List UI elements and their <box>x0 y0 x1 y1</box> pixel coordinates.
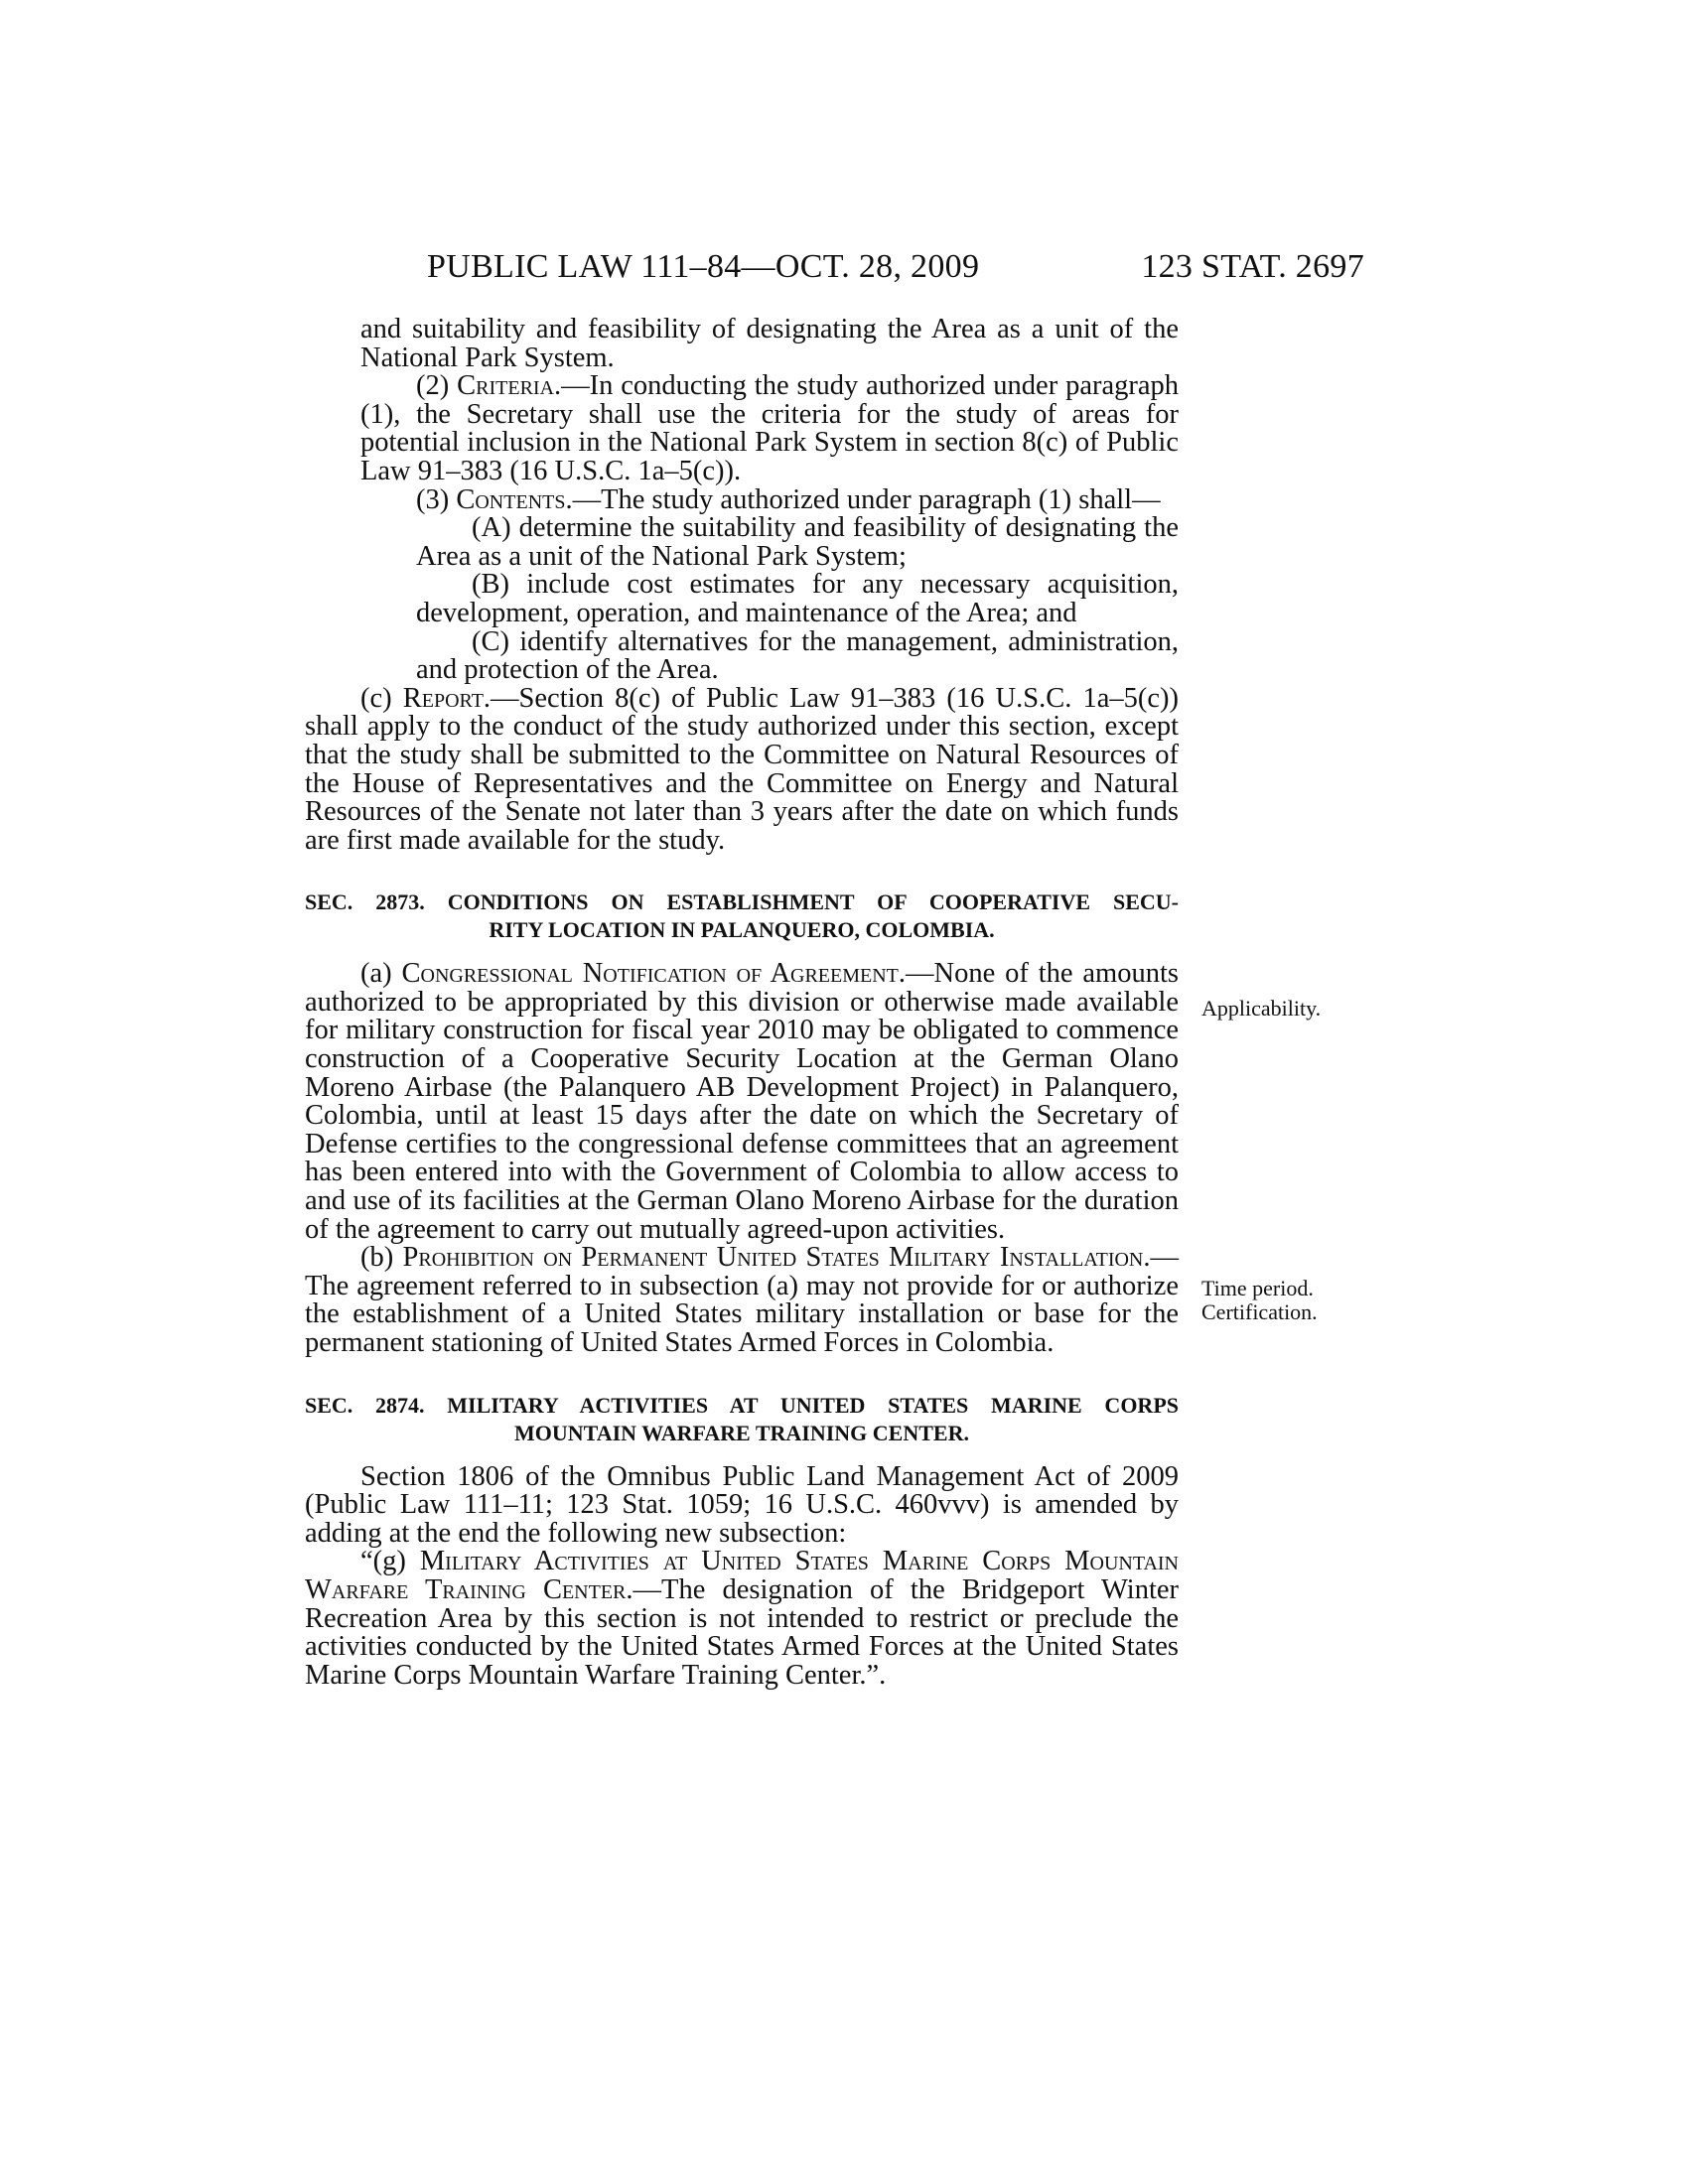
paragraph-contents: (3) Contents.—The study authorized under paragraph (1) shall— <box>416 483 1161 515</box>
sec2874-subsection-g: “(g) Military Activities at United States Marine Corps Mountain Warfare Training Center.—The designation of the Bridgeport Winter Recreation Area by this section is not intended to restrict or preclude the activities conducted by the United States Armed Forces at the United States Marine Corps Mountain Warfare Training Center.”. <box>305 1546 1179 1691</box>
subsection-c-report: (c) Report.—Section 8(c) of Public Law 91–383 (16 U.S.C. 1a–5(c)) shall apply to the conduct of the study authorized under this section, except that the study shall be submitted to the Committee on Natural Resources of the House of Representatives and the Committee on Energy and Natural Resources of the Senate not later than 3 years after the date on which funds are first made available for the study. <box>305 682 1179 856</box>
sec2874-intro: Section 1806 of the Omnibus Public Land Management Act of 2009 (Public Law 111–11; 123 Stat. 1059; 16 U.S.C. 460vvv) is amended by adding at the end the following new subsection: <box>305 1460 1179 1549</box>
criteria-heading: Criteria <box>457 370 555 402</box>
document-body <box>305 316 1179 1690</box>
sec2873-b-heading: Prohibition on Permanent United States Military Installation <box>402 1242 1144 1274</box>
section-2874-heading: SEC. 2874. MILITARY ACTIVITIES AT UNITED STATES MARINE CORPS MOUNTAIN WARFARE TRAINING CENTER. <box>305 1392 1179 1445</box>
paragraph-continuation: and suitability and feasibility of designating the Area as a unit of the National Park System. <box>360 314 1179 373</box>
report-heading: Report <box>402 682 484 714</box>
sec2873-subsection-b: (b) Prohibition on Permanent United States Military Installation.—The agreement referred to in subsection (a) may not provide for or authorize the establishment of a United States military installation or base for the permanent stationing of United States Armed Forces in Colombia. <box>305 1242 1180 1358</box>
subparagraph-a: (A) determine the suitability and feasibility of designating the Area as a unit of the National Park System; <box>416 512 1179 572</box>
running-head-title: PUBLIC LAW 111–84—OCT. 28, 2009 <box>427 248 980 285</box>
margin-note-applicability: Applicability. <box>1201 996 1322 1021</box>
contents-heading: Contents <box>456 483 566 515</box>
sec2874-g-heading: Military Activities at United States Marine Corps Mountain Warfare Training Center <box>305 1546 1179 1605</box>
running-head-page-number: 123 STAT. 2697 <box>1141 248 1364 285</box>
subparagraph-c: (C) identify alternatives for the management, administration, and protection of the Area. <box>416 625 1179 686</box>
paragraph-criteria: (2) Criteria.—In conducting the study authorized under paragraph (1), the Secretary shall use the criteria for the study of areas for potential inclusion in the National Park System in section 8(c) of Public Law 91–383 (16 U.S.C. 1a–5(c)). <box>360 370 1179 486</box>
subparagraph-b: (B) include cost estimates for any necessary acquisition, development, operation, and maintenance of the Area; and <box>416 569 1179 628</box>
section-2873-heading: SEC. 2873. CONDITIONS ON ESTABLISHMENT OF COOPERATIVE SECU- RITY LOCATION IN PALANQUERO, COLOMBIA. <box>305 889 1179 943</box>
sec2873-subsection-a: (a) Congressional Notification of Agreement.—None of the amounts authorized to be appropriated by this division or otherwise made available for military construction for fiscal year 2010 may be obligated to commence construction of a Cooperative Security Location at the German Olano Moreno Airbase (the Palanquero AB Development Project) in Palanquero, Colombia, until at least 15 days after the date on which the Secretary of Defense certifies to the congressional defense committees that an agreement has been entered into with the Government of Colombia to allow access to and use of its facilities at the German Olano Moreno Airbase for the duration of the agreement to carry out mutually agreed-upon activities. <box>305 958 1179 1245</box>
margin-note-certification: Certification. <box>1201 1299 1318 1324</box>
margin-note-time-period: Time period. <box>1201 1276 1314 1300</box>
sec2873-a-heading: Congressional Notification of Agreement <box>401 958 899 990</box>
